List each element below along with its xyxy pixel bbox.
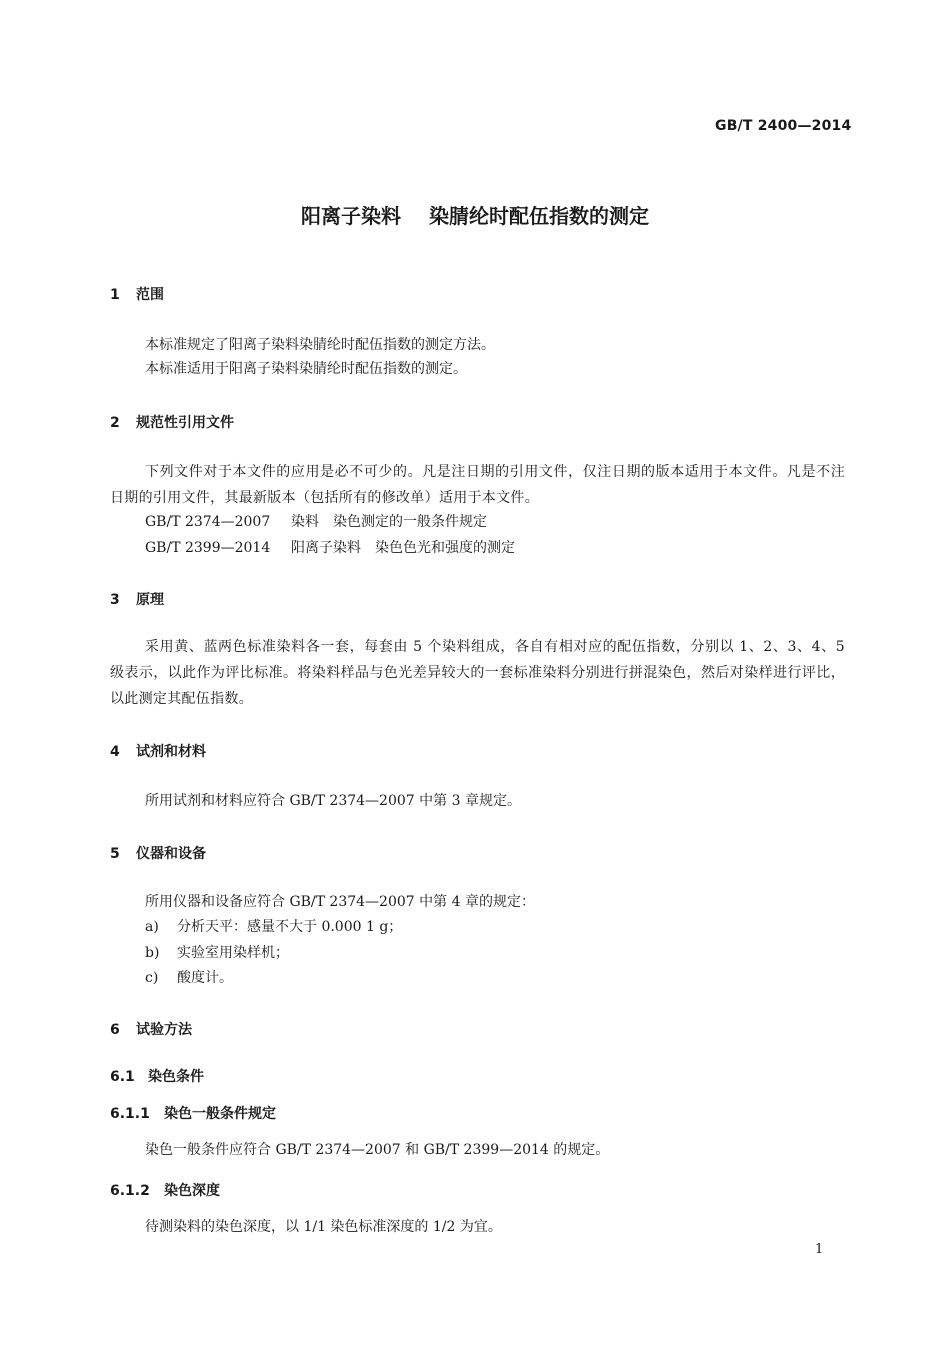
section-6-1-2-heading: 6.1.2 染色深度	[110, 1183, 220, 1199]
section-5-line: 所用仪器和设备应符合 GB/T 2374—2007 中第 4 章的规定：	[145, 894, 535, 910]
section-1-line-2: 本标准适用于阳离子染料染腈纶时配伍指数的测定。	[145, 361, 467, 377]
section-3-paragraph: 采用黄、蓝两色标准染料各一套，每套由 5 个染料组成，各自有相对应的配伍指数，分别以 1、2、3、4、5 级表示，以此作为评比标准。将染料样品与色光差异较大的一套标准染料分别进行拼混染色，然后对染样进行评比，以此测定其配伍指数。	[110, 639, 845, 707]
page-number: 1	[815, 1242, 824, 1257]
section-6-1-1-heading: 6.1.1 染色一般条件规定	[110, 1106, 276, 1122]
section-1-heading: 1 范围	[110, 287, 164, 303]
list-item: a) 分析天平：感量不大于 0.000 1 g；	[145, 919, 403, 935]
section-6-1-2-line: 待测染料的染色深度，以 1/1 染色标准深度的 1/2 为宜。	[145, 1219, 502, 1235]
section-6-1-heading: 6.1 染色条件	[110, 1069, 204, 1085]
section-2-paragraph: 下列文件对于本文件的应用是必不可少的。凡是注日期的引用文件，仅注日期的版本适用于本文件。凡是不注日期的引用文件，其最新版本（包括所有的修改单）适用于本文件。	[110, 464, 845, 506]
section-5-heading: 5 仪器和设备	[110, 846, 206, 862]
reference-item: GB/T 2374—2007 染料 染色测定的一般条件规定	[145, 514, 487, 530]
document-title	[0, 200, 950, 229]
title-part1: 阳离子染料	[301, 204, 401, 228]
section-1-line-1: 本标准规定了阳离子染料染腈纶时配伍指数的测定方法。	[145, 337, 495, 353]
standard-code: GB/T 2400—2014	[715, 118, 852, 134]
reference-item: GB/T 2399—2014 阳离子染料 染色色光和强度的测定	[145, 540, 515, 556]
title-part2: 染腈纶时配伍指数的测定	[429, 204, 649, 228]
section-4-heading: 4 试剂和材料	[110, 744, 206, 760]
section-4-line: 所用试剂和材料应符合 GB/T 2374—2007 中第 3 章规定。	[145, 793, 521, 809]
section-6-1-1-line: 染色一般条件应符合 GB/T 2374—2007 和 GB/T 2399—2014 的规定。	[145, 1142, 610, 1158]
section-3-heading: 3 原理	[110, 592, 164, 608]
section-6-heading: 6 试验方法	[110, 1022, 192, 1038]
list-item: c) 酸度计。	[145, 970, 233, 986]
section-2-heading: 2 规范性引用文件	[110, 415, 234, 431]
list-item: b) 实验室用染样机；	[145, 945, 289, 961]
